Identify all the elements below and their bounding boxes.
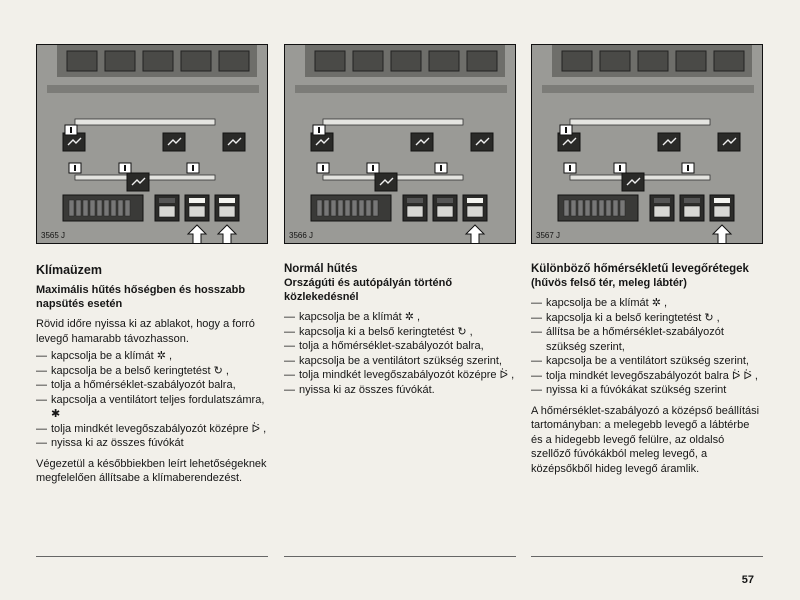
slider-knob-mark	[619, 165, 621, 171]
fan-dial-rib	[571, 200, 576, 216]
step-item: — tolja mindkét levegőszabályozót középre ᐖ ,	[284, 368, 516, 383]
step-item: — tolja a hőmérséklet-szabályozót balra,	[284, 339, 516, 354]
slider-knob-mark	[687, 165, 689, 171]
section-heading: Országúti és autópályán történő közlekedésnél	[284, 277, 453, 303]
button-indicator-led	[407, 198, 423, 203]
slider-knob-mark	[569, 165, 571, 171]
slider-knob-mark	[440, 165, 442, 171]
slider-track	[570, 119, 710, 125]
vent-icon-box	[127, 173, 149, 191]
button-indicator-led	[159, 198, 175, 203]
step-item: — állítsa be a hőmérséklet-szabályozót szükség szerint,	[531, 325, 763, 354]
upper-vent-slot	[676, 51, 706, 71]
upper-vent-slot	[353, 51, 383, 71]
column-text	[36, 262, 268, 489]
fan-dial-rib	[111, 200, 116, 216]
button-face	[189, 206, 205, 217]
step-item: — kapcsolja ki a belső keringtetést ↻ ,	[531, 311, 763, 326]
fan-dial-rib	[352, 200, 357, 216]
fan-dial-rib	[104, 200, 109, 216]
button-face	[654, 206, 670, 217]
button-face	[437, 206, 453, 217]
column-text	[531, 262, 763, 479]
slider-knob-mark	[565, 127, 567, 133]
step-item: — kapcsolja be a ventilátort szükség szerint,	[531, 354, 763, 369]
section-title: Különböző hőmérsékletű levegőrétegek	[531, 263, 749, 275]
button-face	[714, 206, 730, 217]
fan-dial-rib	[69, 200, 74, 216]
step-item: — tolja a hőmérséklet-szabályozót balra,	[36, 378, 268, 393]
fan-dial-rib	[599, 200, 604, 216]
slider-knob-mark	[322, 165, 324, 171]
dashboard-illustration	[37, 45, 268, 244]
vent-icon-box	[63, 133, 85, 151]
upper-vent-slot	[467, 51, 497, 71]
dash-trim	[295, 85, 507, 93]
intro-paragraph: Rövid időre nyissa ki az ablakot, hogy a forró levegő hamarabb távozhasson.	[36, 318, 255, 345]
upper-vent-slot	[219, 51, 249, 71]
section-title: Klímaüzem	[36, 263, 102, 277]
step-list	[284, 310, 516, 397]
fan-dial-rib	[324, 200, 329, 216]
vent-icon-box	[471, 133, 493, 151]
button-face	[684, 206, 700, 217]
upper-vent-slot	[143, 51, 173, 71]
column-text	[284, 262, 516, 397]
divider	[36, 556, 268, 557]
step-item: — nyissa ki az összes fúvókát.	[284, 383, 516, 398]
dashboard-illustration	[532, 45, 763, 244]
upper-vent-slot	[714, 51, 744, 71]
upper-vent-slot	[600, 51, 630, 71]
dashboard-figure	[531, 44, 763, 244]
fan-dial-rib	[331, 200, 336, 216]
button-indicator-led	[684, 198, 700, 203]
divider	[284, 556, 516, 557]
vent-icon-box	[411, 133, 433, 151]
fan-dial-rib	[613, 200, 618, 216]
step-item: — tolja mindkét levegőszabályozót balra ᐖ ᐖ ,	[531, 369, 763, 384]
step-list	[531, 296, 763, 398]
step-item: — kapcsolja be a ventilátort szükség szerint,	[284, 354, 516, 369]
figure-number: 3565 J	[41, 231, 66, 240]
fan-dial-rib	[118, 200, 123, 216]
slider-track	[323, 119, 463, 125]
fan-dial-rib	[125, 200, 130, 216]
step-item: — kapcsolja be a belső keringtetést ↻ ,	[36, 364, 268, 379]
dashboard-illustration	[285, 45, 516, 244]
fan-dial-rib	[373, 200, 378, 216]
fan-dial-rib	[606, 200, 611, 216]
button-indicator-led	[714, 198, 730, 203]
step-item: — tolja mindkét levegőszabályozót középre ᐖ ,	[36, 422, 268, 437]
step-item: — kapcsolja be a klímát ✲ ,	[284, 310, 516, 325]
fan-dial-rib	[317, 200, 322, 216]
upper-vent-slot	[429, 51, 459, 71]
fan-dial-rib	[83, 200, 88, 216]
vent-icon-box	[718, 133, 740, 151]
vent-icon-box	[375, 173, 397, 191]
upper-vent-slot	[105, 51, 135, 71]
fan-dial-rib	[564, 200, 569, 216]
vent-icon-box	[658, 133, 680, 151]
dashboard-figure	[284, 44, 516, 244]
slider-knob-mark	[74, 165, 76, 171]
figure-number: 3566 J	[289, 231, 314, 240]
button-face	[407, 206, 423, 217]
dash-trim	[47, 85, 259, 93]
step-item: — kapcsolja be a klímát ✲ ,	[36, 349, 268, 364]
step-item: — kapcsolja ki a belső keringtetést ↻ ,	[284, 325, 516, 340]
slider-knob-mark	[192, 165, 194, 171]
fan-dial-rib	[585, 200, 590, 216]
divider	[531, 556, 763, 557]
button-indicator-led	[437, 198, 453, 203]
slider-knob-mark	[372, 165, 374, 171]
upper-vent-slot	[67, 51, 97, 71]
vent-icon-box	[311, 133, 333, 151]
slider-track	[75, 119, 215, 125]
slider-knob-mark	[318, 127, 320, 133]
button-indicator-led	[189, 198, 205, 203]
vent-icon-box	[223, 133, 245, 151]
outro-paragraph: Végezetül a későbbiekben leírt lehetőségeknek megfelelően állítsabe a klímaberendezést.	[36, 457, 267, 484]
upper-vent-slot	[562, 51, 592, 71]
button-indicator-led	[219, 198, 235, 203]
fan-dial-rib	[620, 200, 625, 216]
dashboard-figure	[36, 44, 268, 244]
button-face	[219, 206, 235, 217]
fan-dial-rib	[97, 200, 102, 216]
dash-trim	[542, 85, 754, 93]
outro-paragraph: A hőmérséklet-szabályozó a középső beállítási tartományban: a melegebb levegő a lábtérbe és a hidegebb levegő felülre, az oldalsó szellőző fúvókákból meleg levegő, a középsőkből hideg levegő áramlik.	[531, 404, 760, 475]
step-item: — nyissa ki az összes fúvókát	[36, 436, 268, 451]
fan-dial-rib	[359, 200, 364, 216]
upper-vent-slot	[315, 51, 345, 71]
section-heading: (hűvös felső tér, meleg lábtér)	[531, 277, 687, 289]
button-indicator-led	[654, 198, 670, 203]
vent-icon-box	[163, 133, 185, 151]
slider-knob-mark	[124, 165, 126, 171]
upper-vent-slot	[391, 51, 421, 71]
button-indicator-led	[467, 198, 483, 203]
fan-dial-rib	[592, 200, 597, 216]
button-face	[159, 206, 175, 217]
step-item: — kapcsolja a ventilátort teljes fordulatszámra, ✱	[36, 393, 268, 422]
section-heading: Maximális hűtés hőségben és hosszabb napsütés esetén	[36, 284, 246, 310]
step-list	[36, 349, 268, 451]
fan-dial-rib	[338, 200, 343, 216]
step-item: — kapcsolja be a klímát ✲ ,	[531, 296, 763, 311]
slider-knob-mark	[70, 127, 72, 133]
fan-dial-rib	[345, 200, 350, 216]
fan-dial-housing	[311, 195, 391, 221]
button-face	[467, 206, 483, 217]
vent-icon-box	[558, 133, 580, 151]
fan-dial-housing	[558, 195, 638, 221]
step-item: — nyissa ki a fúvókákat szükség szerint	[531, 383, 763, 398]
fan-dial-rib	[76, 200, 81, 216]
figure-number: 3567 J	[536, 231, 561, 240]
upper-vent-slot	[638, 51, 668, 71]
section-title: Normál hűtés	[284, 263, 358, 275]
fan-dial-rib	[90, 200, 95, 216]
fan-dial-rib	[578, 200, 583, 216]
fan-dial-rib	[366, 200, 371, 216]
page-number: 57	[741, 574, 754, 586]
fan-dial-housing	[63, 195, 143, 221]
vent-icon-box	[622, 173, 644, 191]
upper-vent-slot	[181, 51, 211, 71]
